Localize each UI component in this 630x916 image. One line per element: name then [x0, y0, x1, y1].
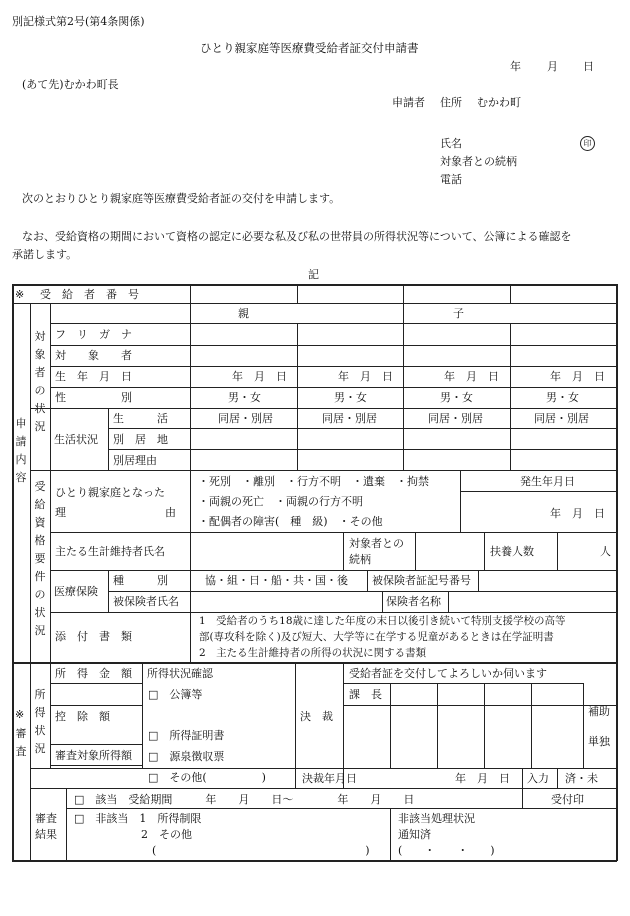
living-label: 生 活	[113, 412, 168, 425]
notified-blank: ( ・ ・ )	[398, 844, 495, 857]
review-mark: ※	[15, 708, 25, 721]
review-result-line2: 結果	[35, 828, 57, 841]
section-target: 対象者の状況	[34, 330, 46, 433]
living-option-4: 同居・別居	[534, 412, 589, 425]
seal-mark: 印	[580, 136, 595, 151]
relation-label: 対象者との続柄	[440, 155, 517, 168]
recipient-number-label: 受 給 者 番 号	[40, 288, 139, 301]
consent-paragraph-line2: 承諾します。	[12, 248, 78, 261]
separate-reason-label: 別居理由	[113, 454, 157, 467]
birth-ymd-2: 年 月 日	[338, 370, 393, 383]
persons-unit: 人	[600, 545, 611, 558]
check-withholding-slip[interactable]: □ 源泉徴収票	[148, 750, 225, 763]
income-check-label: 所得状況確認	[147, 667, 213, 680]
section-chief-label: 課 長	[349, 688, 382, 701]
col-parent: 親	[238, 307, 249, 320]
col-child: 子	[453, 307, 464, 320]
attachment-1-line1: 1 受給者のうち18歳に達した年度の末日以後引き続いて特別支援学校の高等	[199, 615, 566, 627]
furigana-label: フ リ ガ ナ	[55, 328, 132, 341]
assist-label: 補助	[588, 705, 610, 718]
attachment-2: 2 主たる生計維持者の所得の状況に関する書類	[199, 647, 427, 659]
living-option-1: 同居・別居	[218, 412, 273, 425]
receipt-seal-label: 受付印	[551, 793, 584, 806]
reasons-row2: ・両親の死亡 ・両親の行方不明	[198, 495, 363, 508]
date-day-label: 日	[583, 60, 594, 73]
ki-heading: 記	[308, 268, 319, 281]
sex-option-4: 男・女	[546, 391, 579, 404]
phone-label: 電話	[440, 173, 462, 186]
form-title: ひとり親家庭等医療費受給者証交付申請書	[200, 41, 419, 55]
check-income-certificate[interactable]: □ 所得証明書	[148, 729, 225, 742]
insurance-types: 協・組・日・船・共・国・後	[205, 574, 348, 587]
done-status: 済・未	[565, 772, 598, 785]
input-label: 入力	[527, 772, 549, 785]
mark-asterisk: ※	[15, 288, 25, 301]
insurance-type-label: 種 別	[113, 574, 168, 587]
insurance-label: 医療保険	[54, 585, 98, 598]
reasons-row3: ・配偶者の障害( 種 級) ・その他	[198, 515, 383, 528]
dependents-label: 扶養人数	[490, 545, 534, 558]
insurer-name-label: 保険者名称	[386, 595, 441, 608]
relation-target-line1: 対象者との	[349, 537, 404, 550]
address-label: 住所	[440, 96, 462, 109]
birth-ymd-3: 年 月 日	[444, 370, 499, 383]
other-reason-blank: ( )	[152, 844, 370, 857]
review-result-line1: 審査	[35, 812, 57, 825]
separate-place-label: 別 居 地	[113, 433, 168, 446]
approval-ymd: 年 月 日	[455, 772, 510, 785]
attachment-1-line2: 部(専攻科を除く)及び短大、大学等に在学する児童があるときは在学証明書	[199, 631, 554, 643]
relation-target-line2: 続柄	[349, 553, 371, 566]
address-value: むかわ町	[477, 96, 521, 109]
form-number: 別記様式第2号(第4条関係)	[12, 15, 145, 28]
sex-option-2: 男・女	[334, 391, 367, 404]
date-month-label: 月	[547, 60, 558, 73]
approval-label: 決 裁	[300, 710, 333, 723]
single-parent-reason-line2: 理 由	[55, 506, 176, 519]
check-other[interactable]: □ その他( )	[148, 771, 266, 784]
main-earner-label: 主たる生計維持者氏名	[55, 545, 165, 558]
living-option-2: 同居・別居	[322, 412, 377, 425]
birth-label: 生 年 月 日	[55, 370, 132, 383]
approval-date-label: 決裁年月日	[302, 772, 357, 785]
income-amount-label: 所 得 金 額	[55, 667, 132, 680]
birth-ymd-1: 年 月 日	[232, 370, 287, 383]
section-application: 申請内容	[15, 417, 27, 484]
reasons-row1: ・死別 ・離別 ・行方不明 ・遺棄 ・拘禁	[198, 475, 429, 488]
single-parent-reason-line1: ひとり親家庭となった	[55, 486, 165, 499]
occurrence-ymd: 年 月 日	[550, 507, 605, 520]
section-review: 審査	[15, 727, 27, 758]
occurrence-date-label: 発生年月日	[520, 475, 575, 488]
consent-paragraph-line1: なお、受給資格の期間において資格の認定に必要な私及び私の世帯員の所得状況等について、公簿による確認を	[22, 230, 572, 243]
addressee: (あて先)むかわ町長	[22, 78, 119, 91]
eligible-row[interactable]: □ 該当 受給期間 年 月 日〜 年 月 日	[74, 793, 415, 806]
living-status-label: 生活状況	[54, 433, 98, 446]
sex-option-3: 男・女	[440, 391, 473, 404]
sex-option-1: 男・女	[228, 391, 261, 404]
name-label: 氏名	[440, 137, 462, 150]
sex-label: 性 別	[55, 391, 132, 404]
check-public-records[interactable]: □ 公簿等	[148, 688, 203, 701]
target-label: 対 象 者	[55, 349, 132, 362]
application-paragraph: 次のとおりひとり親家庭等医療費受給者証の交付を申請します。	[22, 192, 341, 205]
other-reason: 2 その他	[141, 828, 192, 841]
notified-label: 通知済	[398, 828, 431, 841]
not-eligible-row[interactable]: □ 非該当 1 所得制限	[74, 812, 202, 825]
section-requirements: 受給資格要件の状況	[34, 480, 46, 637]
target-income-label: 審査対象所得額	[55, 749, 132, 762]
insured-name-label: 被保険者氏名	[113, 595, 179, 608]
deduction-label: 控 除 額	[55, 710, 110, 723]
non-eligible-status-label: 非該当処理状況	[398, 812, 475, 825]
date-year-label: 年	[510, 60, 521, 73]
single-label: 単独	[588, 735, 610, 748]
section-income: 所得状況	[34, 688, 46, 755]
insured-symbol-label: 被保険者証記号番号	[372, 574, 471, 587]
applicant-label: 申請者	[392, 96, 425, 109]
approval-question: 受給者証を交付してよろしいか伺います	[349, 667, 547, 680]
attachments-label: 添 付 書 類	[55, 630, 132, 643]
living-option-3: 同居・別居	[428, 412, 483, 425]
birth-ymd-4: 年 月 日	[550, 370, 605, 383]
